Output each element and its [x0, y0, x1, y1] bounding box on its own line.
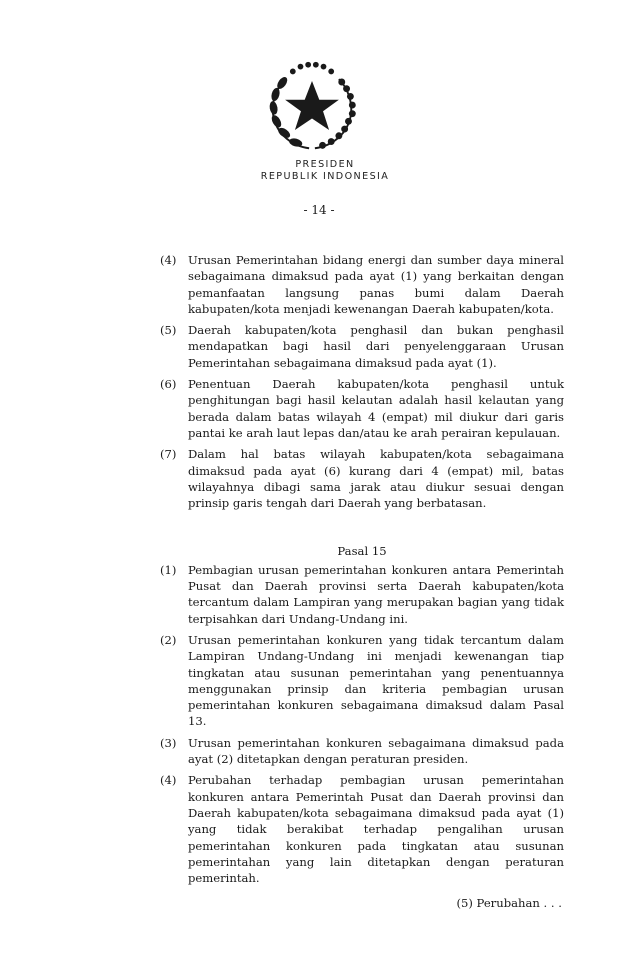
paragraph-text: Daerah kabupaten/kota penghasil dan bukan penghasil mendapatkan bagi hasil dari penyelenggaraan Urusan Pemerintahan sebagaimana dimaksud pada ayat (1).: [188, 323, 564, 370]
paragraph-number: (5): [160, 323, 177, 338]
continuation-note: (5) Perubahan . . .: [456, 896, 562, 910]
header-title-president: PRESIDEN: [295, 159, 355, 170]
paragraph-item: [160, 252, 564, 317]
paragraph-number: (1): [160, 562, 177, 577]
paragraph-number: (3): [160, 735, 177, 750]
paragraph-number: (2): [160, 632, 177, 647]
paragraph-item: [160, 562, 564, 627]
paragraph-text: Urusan Pemerintahan bidang energi dan sumber daya mineral sebagaimana dimaksud pada ayat (1) yang berkaitan dengan pemanfaatan langsung panas bumi dalam Daerah kabupaten/kota menjadi kewenangan Daerah kabupaten/kota.: [188, 253, 564, 316]
presidential-emblem-icon: [264, 58, 360, 154]
article-heading: Pasal 15: [337, 544, 387, 559]
paragraph-item: [160, 376, 564, 441]
paragraph-item: [160, 446, 564, 511]
paragraph-number: (7): [160, 447, 177, 462]
paragraph-item: [160, 632, 564, 730]
paragraph-item: [160, 735, 564, 768]
document-body: [160, 252, 564, 886]
paragraph-text: Penentuan Daerah kabupaten/kota penghasil untuk penghitungan bagi hasil kelautan adalah hasil kelautan yang berada dalam batas wilayah 4 (empat) mil diukur dari garis pantai ke arah laut lepas dan/atau ke arah perairan kepulauan.: [188, 377, 564, 440]
paragraph-text: Urusan pemerintahan konkuren yang tidak tercantum dalam Lampiran Undang-Undang ini menjadi kewenangan tiap tingkatan atau susunan pemerintahan yang penentuannya menggunakan prinsip dan kriteria pembagian urusan pemerintahan konkuren sebagaimana dimaksud dalam Pasal 13.: [188, 632, 564, 729]
paragraph-text: Pembagian urusan pemerintahan konkuren antara Pemerintah Pusat dan Daerah provinsi serta Daerah kabupaten/kota tercantum dalam Lampiran yang merupakan bagian yang tidak terpisahkan dari Undang-Undang ini.: [188, 562, 564, 626]
paragraph-number: (6): [160, 377, 177, 392]
paragraph-text: Dalam hal batas wilayah kabupaten/kota sebagaimana dimaksud pada ayat (6) kurang dari 4 (empat) mil, batas wilayahnya dibagi sama jarak atau diukur sesuai dengan prinsip garis tengah dari Daerah yang berbatasan.: [188, 447, 564, 511]
paragraph-number: (4): [160, 253, 177, 267]
paragraph-item: [160, 772, 564, 886]
paragraph-item: [160, 322, 564, 371]
paragraph-number: (4): [160, 773, 177, 788]
page-number: - 14 -: [303, 203, 335, 217]
header-title-republic: REPUBLIK INDONESIA: [260, 171, 390, 182]
paragraph-text: Urusan pemerintahan konkuren sebagaimana dimaksud pada ayat (2) ditetapkan dengan peraturan presiden.: [188, 735, 564, 767]
paragraph-text: Perubahan terhadap pembagian urusan pemerintahan konkuren antara Pemerintah Pusat dan Daerah provinsi dan Daerah kabupaten/kota sebagaimana dimaksud pada ayat (1) yang tidak berakibat terhadap pengalihan urusan pemerintahan konkuren pada tingkatan atau susunan pemerintahan yang lain ditetapkan dengan peraturan pemerintah.: [188, 773, 564, 886]
